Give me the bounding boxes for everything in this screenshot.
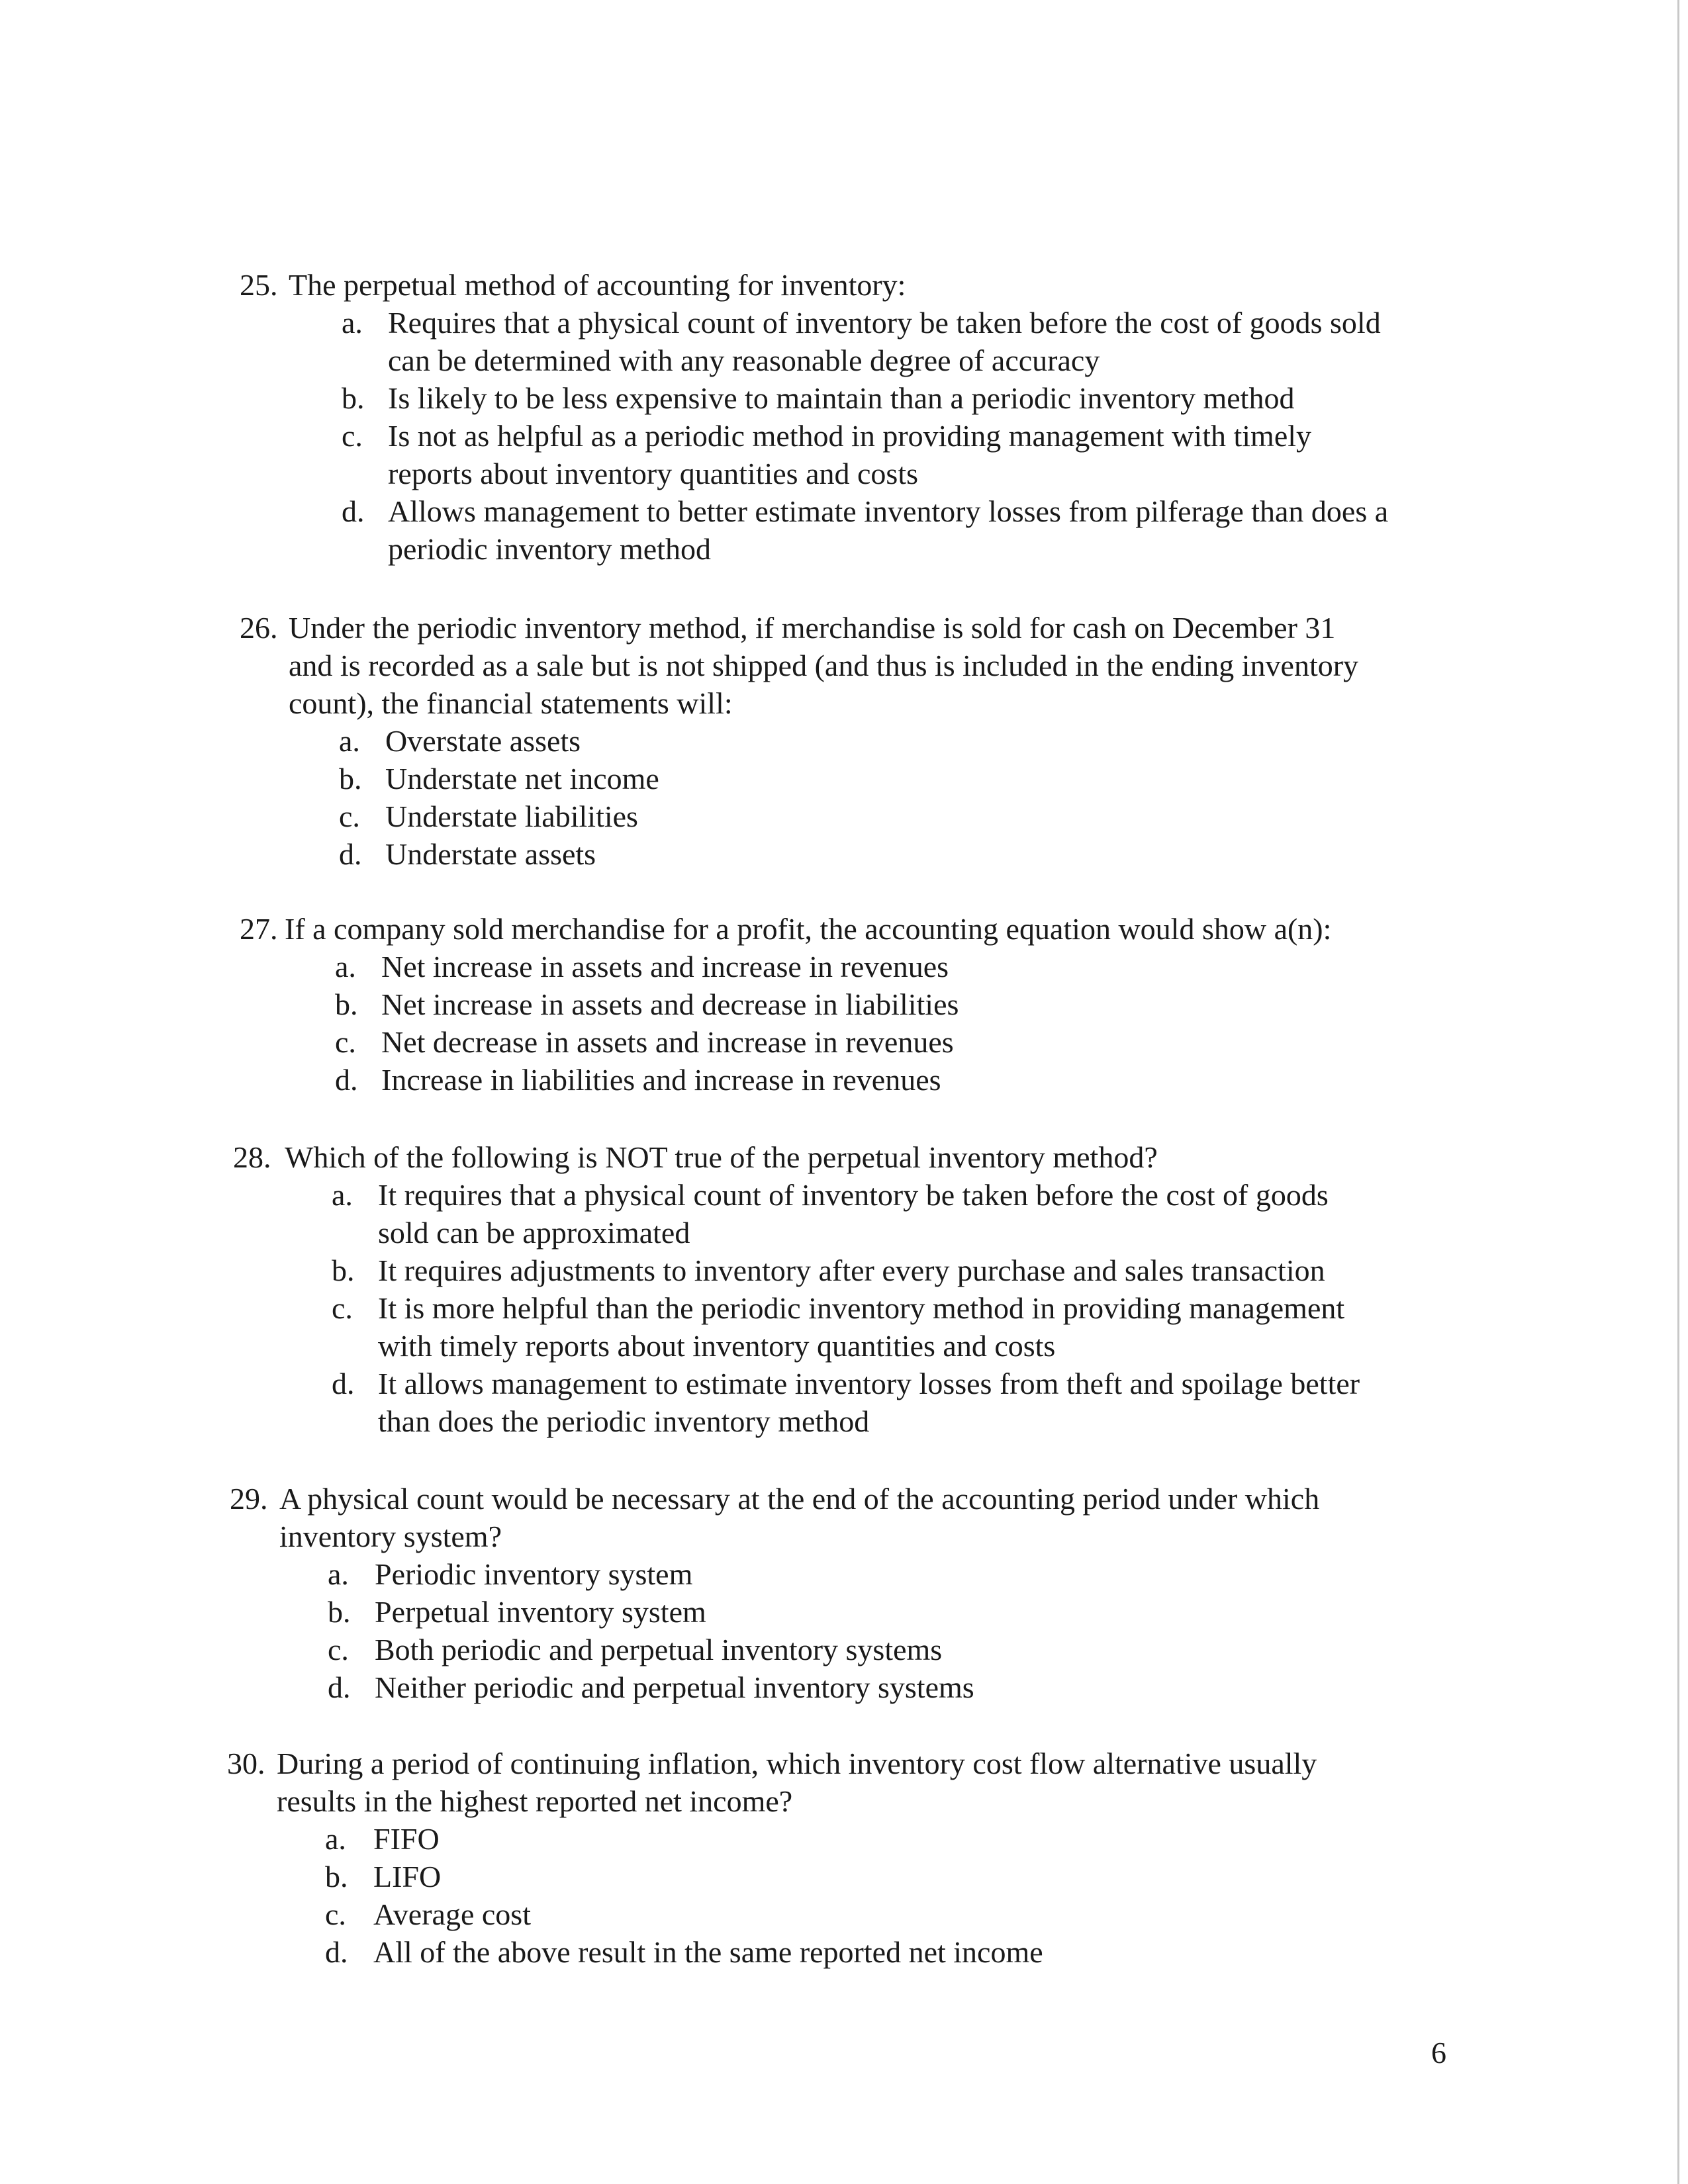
option-text-line: Increase in liabilities and increase in revenues [381,1063,941,1097]
option-text-line: Perpetual inventory system [375,1595,706,1629]
option-text-line: Requires that a physical count of inventory be taken before the cost of goods sold [388,306,1381,340]
option-text-line: Allows management to better estimate inventory losses from pilferage than does a [388,494,1389,528]
question-stem-line: count), the financial statements will: [289,686,733,720]
question-number: 26. [240,611,278,645]
option-letter: b. [342,381,365,415]
question-number: 27. [240,912,278,946]
option-letter: b. [328,1595,351,1629]
option-text-line: It requires that a physical count of inventory be taken before the cost of goods [378,1178,1329,1212]
option-letter: d. [328,1670,351,1704]
question-stem-line: If a company sold merchandise for a profit, the accounting equation would show a(n): [285,912,1332,946]
option-text-line: Understate assets [385,837,596,871]
question-stem-line: During a period of continuing inflation, which inventory cost flow alternative usually [277,1747,1317,1780]
option-text-line: can be determined with any reasonable degree of accuracy [388,343,1100,377]
option-text-line: Understate net income [385,762,659,796]
option-letter: a. [339,724,360,758]
option-text-line: Overstate assets [385,724,581,758]
option-text-line: Is likely to be less expensive to maintain than a periodic inventory method [388,381,1295,415]
option-letter: c. [342,419,363,453]
option-letter: d. [335,1063,358,1097]
option-letter: b. [325,1860,348,1893]
question-stem-line: Under the periodic inventory method, if merchandise is sold for cash on December 31 [289,611,1336,645]
option-letter: d. [325,1935,348,1969]
option-text-line: than does the periodic inventory method [378,1404,870,1438]
question-number: 25. [240,268,278,302]
option-letter: a. [325,1822,346,1856]
option-text-line: It requires adjustments to inventory after every purchase and sales transaction [378,1253,1325,1287]
option-letter: c. [339,799,360,833]
option-letter: d. [342,494,365,528]
option-letter: b. [335,987,358,1021]
question-number: 29. [230,1482,268,1516]
option-letter: c. [328,1633,349,1666]
option-text-line: Periodic inventory system [375,1557,693,1591]
option-letter: a. [332,1178,353,1212]
option-text-line: Understate liabilities [385,799,638,833]
option-text-line: Net increase in assets and decrease in liabilities [381,987,959,1021]
option-letter: c. [335,1025,356,1059]
option-letter: a. [342,306,363,340]
question-stem-line: Which of the following is NOT true of the perpetual inventory method? [285,1140,1158,1174]
question-stem-line: results in the highest reported net income? [277,1784,793,1818]
page-number: 6 [1431,2036,1446,2070]
question-stem-line: The perpetual method of accounting for inventory: [289,268,906,302]
question-stem-line: inventory system? [279,1520,502,1553]
option-text-line: It allows management to estimate inventory losses from theft and spoilage better [378,1367,1360,1400]
option-text-line: Both periodic and perpetual inventory systems [375,1633,943,1666]
option-text-line: sold can be approximated [378,1216,690,1250]
option-letter: a. [335,950,356,983]
question-number: 30. [227,1747,265,1780]
option-text-line: It is more helpful than the periodic inventory method in providing management [378,1291,1345,1325]
option-letter: d. [332,1367,355,1400]
option-letter: c. [325,1897,346,1931]
option-letter: d. [339,837,362,871]
option-text-line: LIFO [373,1860,442,1893]
option-text-line: Net increase in assets and increase in revenues [381,950,949,983]
option-text-line: All of the above result in the same reported net income [373,1935,1043,1969]
option-text-line: periodic inventory method [388,532,711,566]
question-number: 28. [233,1140,271,1174]
question-stem-line: and is recorded as a sale but is not shipped (and thus is included in the ending inventory [289,649,1359,682]
option-letter: b. [339,762,362,796]
option-letter: a. [328,1557,349,1591]
option-letter: b. [332,1253,355,1287]
scan-edge-line [1677,0,1679,2184]
option-text-line: Average cost [373,1897,531,1931]
option-text-line: with timely reports about inventory quantities and costs [378,1329,1056,1363]
option-text-line: reports about inventory quantities and costs [388,457,919,490]
question-stem-line: A physical count would be necessary at the end of the accounting period under which [279,1482,1320,1516]
option-text-line: Net decrease in assets and increase in revenues [381,1025,954,1059]
option-text-line: FIFO [373,1822,440,1856]
option-letter: c. [332,1291,353,1325]
option-text-line: Is not as helpful as a periodic method in providing management with timely [388,419,1312,453]
option-text-line: Neither periodic and perpetual inventory systems [375,1670,974,1704]
